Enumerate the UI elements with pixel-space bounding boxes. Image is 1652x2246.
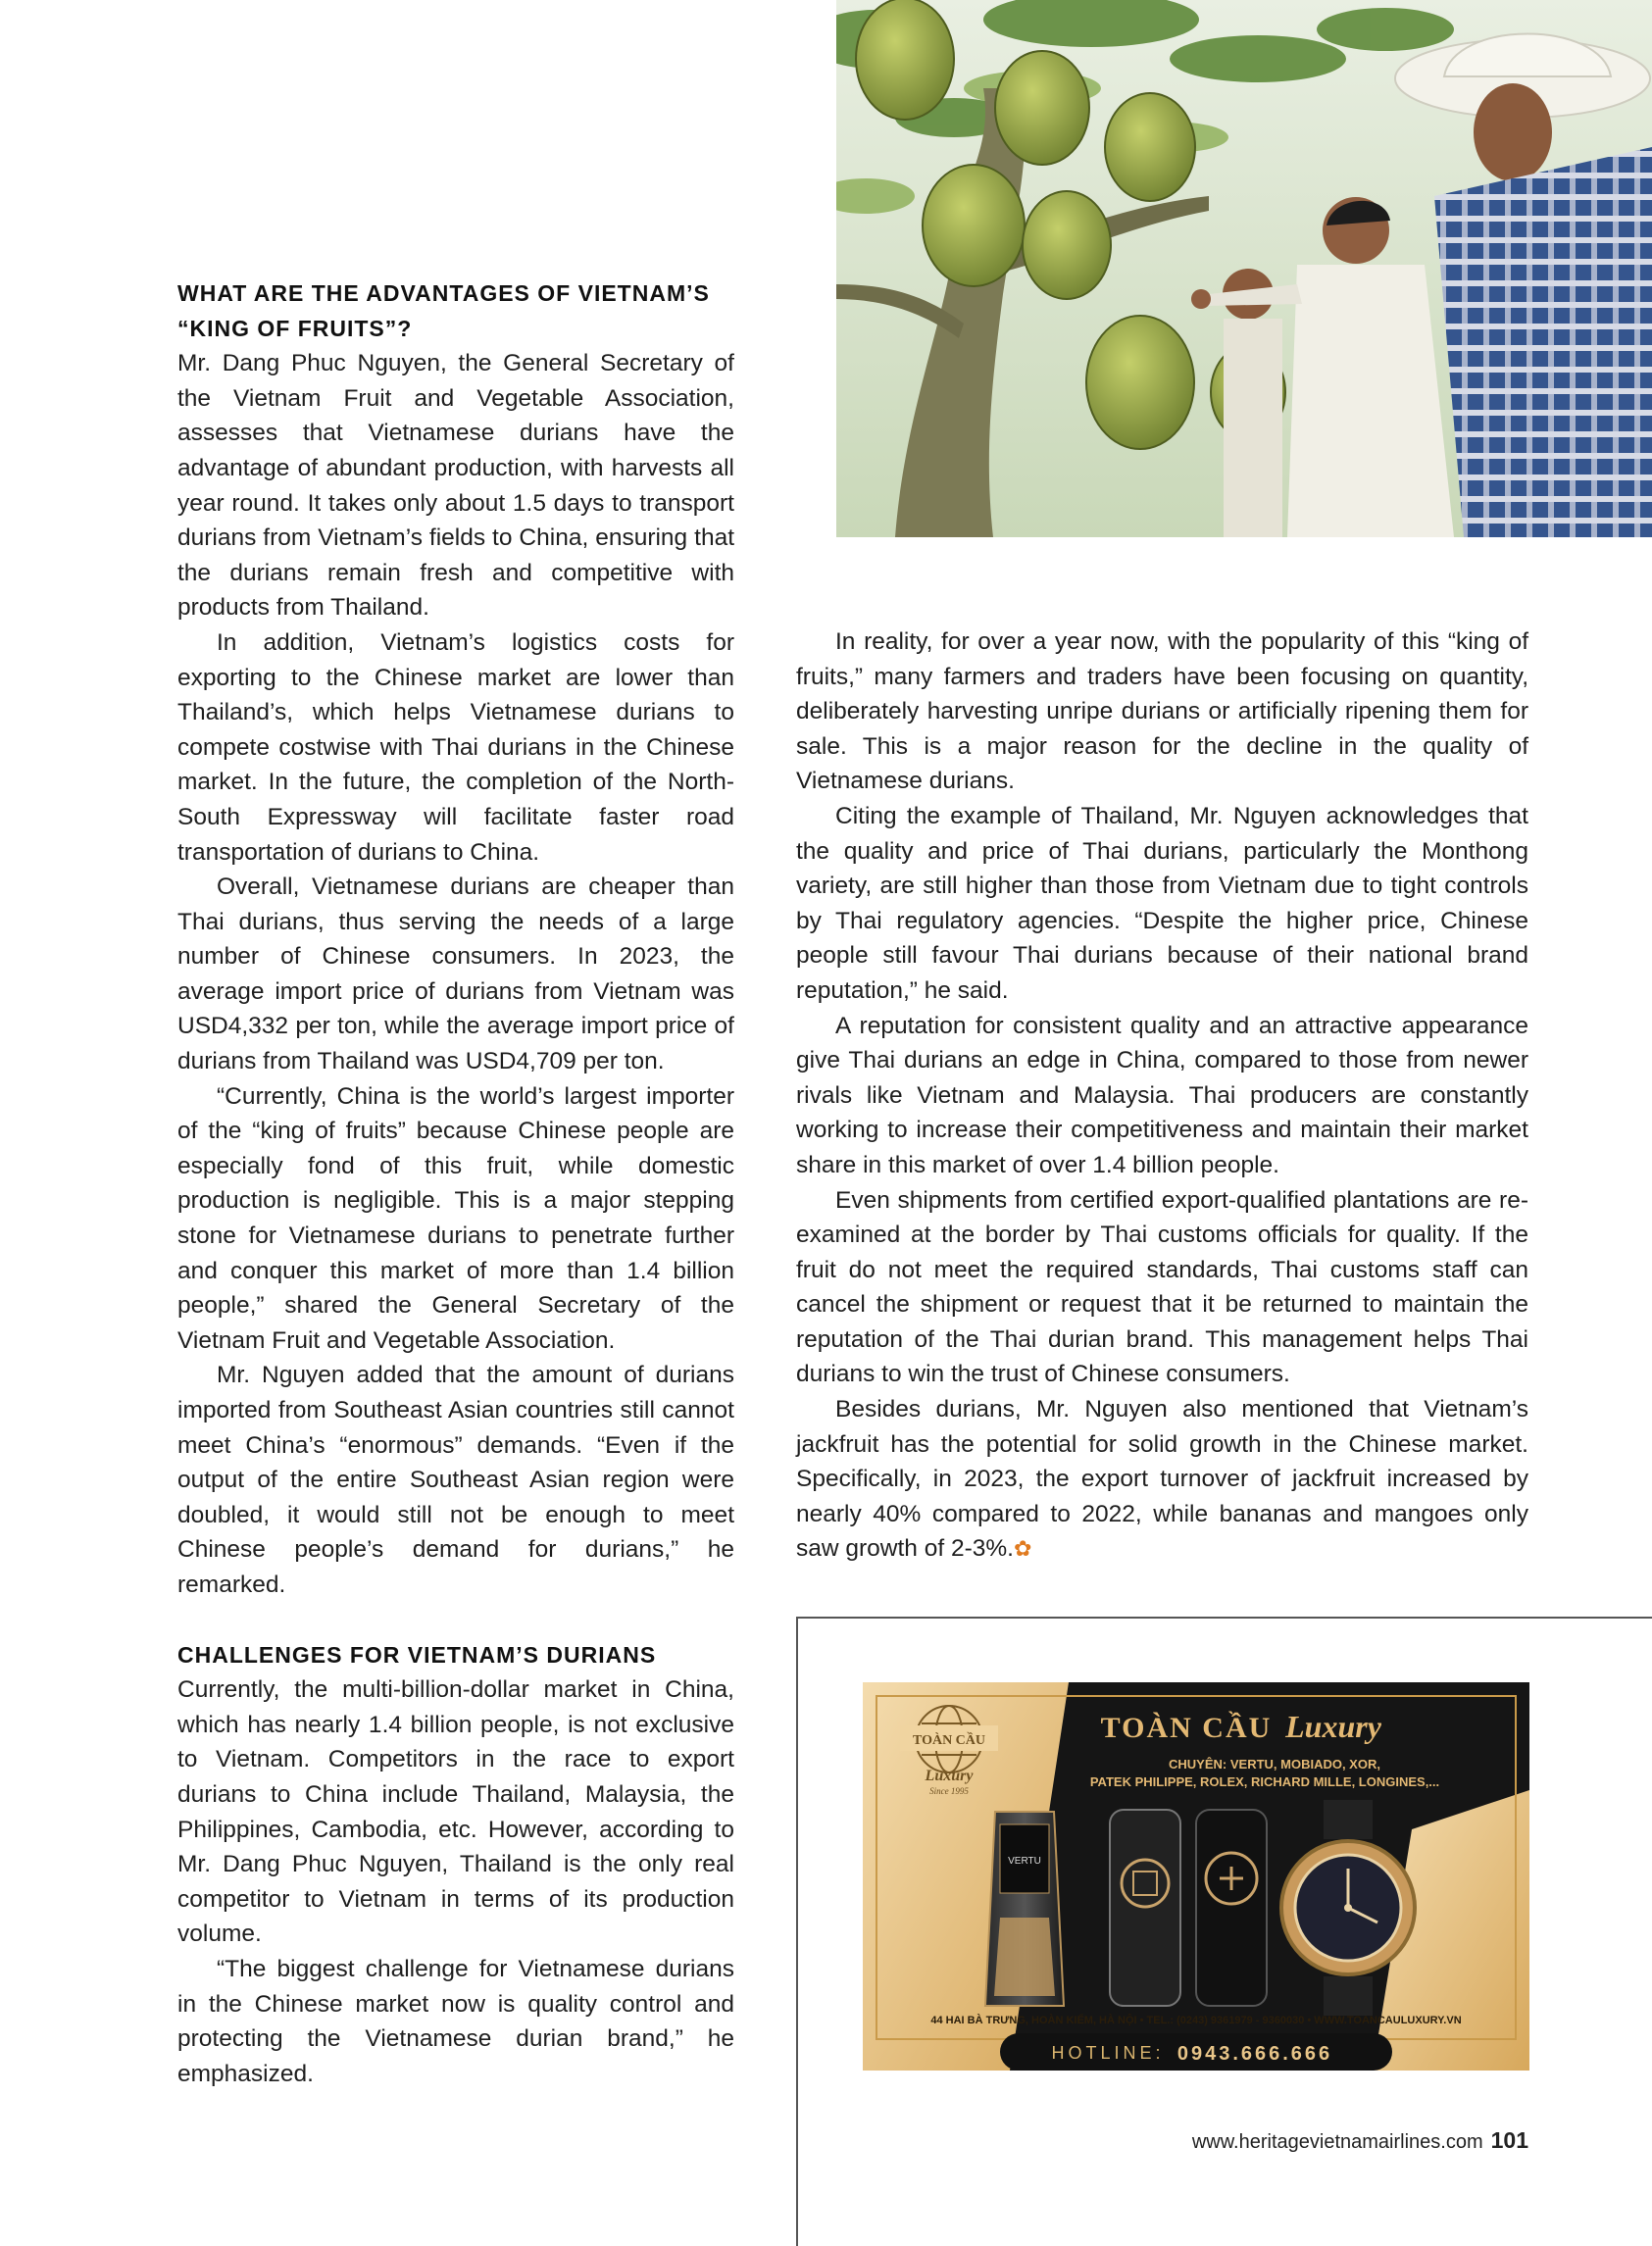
toan-cau-luxury-ad[interactable] <box>863 1682 1529 2071</box>
vertu-phone-image <box>985 1812 1064 2006</box>
lotus-icon: ✿ <box>1013 1536 1032 1562</box>
footer-url[interactable]: www.heritagevietnamairlines.com <box>1191 2131 1483 2153</box>
logo-script: Luxury <box>925 1768 974 1784</box>
paragraph: A reputation for consistent quality and an attractive appearance give Thai durians an edge in China, compared to those from newer rivals like Vietnam and Malaysia. Thai producers are constantly working to increase their competitiveness and maintain their market share in this market of over 1.4 billion people. <box>796 1012 1528 1178</box>
services-line-2: PATEK PHILIPPE, ROLEX, RICHARD MILLE, LONGINES,... <box>1089 1774 1440 1789</box>
page-footer <box>1192 2127 1528 2154</box>
article-left-column <box>177 276 734 2091</box>
brand-name: TOÀN CẦU <box>1100 1712 1273 1744</box>
paragraph: In reality, for over a year now, with the popularity of this “king of fruits,” many farmers and traders have been focusing on quantity, deliberately harvesting unripe durians or artificially ripening them for sale. This is a major reason for the decline in the quality of Vietnamese durians. <box>796 628 1528 795</box>
services-line-1: CHUYÊN: VERTU, MOBIADO, XOR, <box>1169 1757 1380 1772</box>
article-right-column <box>796 624 1528 1567</box>
paragraph: Citing the example of Thailand, Mr. Nguyen acknowledges that the quality and price of Thai durians, particularly the Monthong variety, are still higher than those from Vietnam due to tight controls by Thai regulatory agencies. “Despite the higher price, Chinese people still favour Thai durians because of their national brand reputation,” he said. <box>796 802 1528 1004</box>
paragraph: “Currently, China is the world’s largest importer of the “king of fruits” because Chinese people are especially fond of this fruit, while domestic production is negligible. This is a major stepping stone for Vietnamese durians to penetrate further and conquer this market of more than 1.4 billion people,” shared the General Secretary of the Vietnam Fruit and Vegetable Association. <box>177 1082 734 1354</box>
paragraph: “The biggest challenge for Vietnamese durians in the Chinese market now is quality control and protecting the Vietnamese durian brand,” he emphasized. <box>177 1955 734 2087</box>
paragraph: Mr. Dang Phuc Nguyen, the General Secretary of the Vietnam Fruit and Vegetable Association, assesses that Vietnamese durians have the advantage of abundant production, with harvests all year round. It takes only about 1.5 days to transport durians from Vietnam’s fields to China, ensuring that the durians remain fresh and competitive with products from Thailand. <box>177 350 734 622</box>
section-spacer <box>177 1603 734 1638</box>
page-number: 101 <box>1490 2127 1528 2153</box>
heading-line-1: WHAT ARE THE ADVANTAGES OF VIETNAM’S <box>177 280 710 306</box>
paragraph: Currently, the multi-billion-dollar market in China, which has nearly 1.4 billion people, is not exclusive to Vietnam. Competitors in the race to export durians to China include Thailand, Malaysia, the Philippines, Cambodia, etc. However, according to Mr. Dang Phuc Nguyen, Thailand is the only real competitor to Vietnam in terms of its production volume. <box>177 1676 734 1948</box>
leather-phone-image <box>1196 1810 1267 2006</box>
section-heading-advantages <box>177 276 734 346</box>
ad-graphic <box>863 1682 1529 2071</box>
ad-address: 44 HAI BÀ TRƯNG, HOÀN KIẾM, HÀ NỘI • TEL.: (0243) 9361979 - 9360030 • WWW.TOANCAULUXURY.VN <box>930 2015 1462 2026</box>
mobile-phone-image <box>1110 1810 1180 2006</box>
durian-farm-photo <box>836 0 1652 537</box>
paragraph-final <box>796 1392 1528 1567</box>
paragraph: Mr. Nguyen added that the amount of durians imported from Southeast Asian countries still cannot meet China’s “enormous” demands. “Even if the output of the entire Southeast Asian region were doubled, it would still not be enough to meet Chinese people’s demand for durians,” he remarked. <box>177 1362 734 1598</box>
paragraph: In addition, Vietnam’s logistics costs for exporting to the Chinese market are lower than Thailand’s, which helps Vietnamese durians to compete costwise with Thai durians in the Chinese market. In the future, the completion of the North-South Expressway will facilitate faster road transportation of durians to China. <box>177 628 734 866</box>
photo-illustration <box>836 0 1652 537</box>
paragraph: Overall, Vietnamese durians are cheaper than Thai durians, thus serving the needs of a large number of Chinese consumers. In 2023, the average import price of durians from Vietnam was USD4,332 per ton, while the average import price of durians from Thailand was USD4,709 per ton. <box>177 873 734 1075</box>
section-heading-challenges: CHALLENGES FOR VIETNAM’S DURIANS <box>177 1641 657 1668</box>
hotline-number[interactable]: 0943.666.666 <box>1176 2043 1333 2065</box>
logo-text: TOÀN CẦU <box>912 1733 986 1748</box>
brand-script: Luxury <box>1285 1709 1381 1744</box>
logo-since: Since 1995 <box>929 1786 969 1796</box>
phone-brand: VERTU <box>1008 1856 1041 1867</box>
paragraph: Even shipments from certified export-qualified plantations are re-examined at the border by Thai customs officials for quality. If the fruit do not meet the required standards, Thai customs staff can cancel the shipment or request that it be returned to maintain the reputation of the Thai durian brand. This management helps Thai durians to win the trust of Chinese consumers. <box>796 1186 1528 1388</box>
hotline-label: HOTLINE: <box>1051 2043 1165 2063</box>
heading-line-2: “KING OF FRUITS”? <box>177 315 413 341</box>
final-paragraph-text: Besides durians, Mr. Nguyen also mentioned that Vietnam’s jackfruit has the potential for solid growth in the Chinese market. Specifically, in 2023, the export turnover of jackfruit increased by nearly 40% compared to 2022, while bananas and mangoes only saw growth of 2-3%. <box>796 1396 1528 1563</box>
